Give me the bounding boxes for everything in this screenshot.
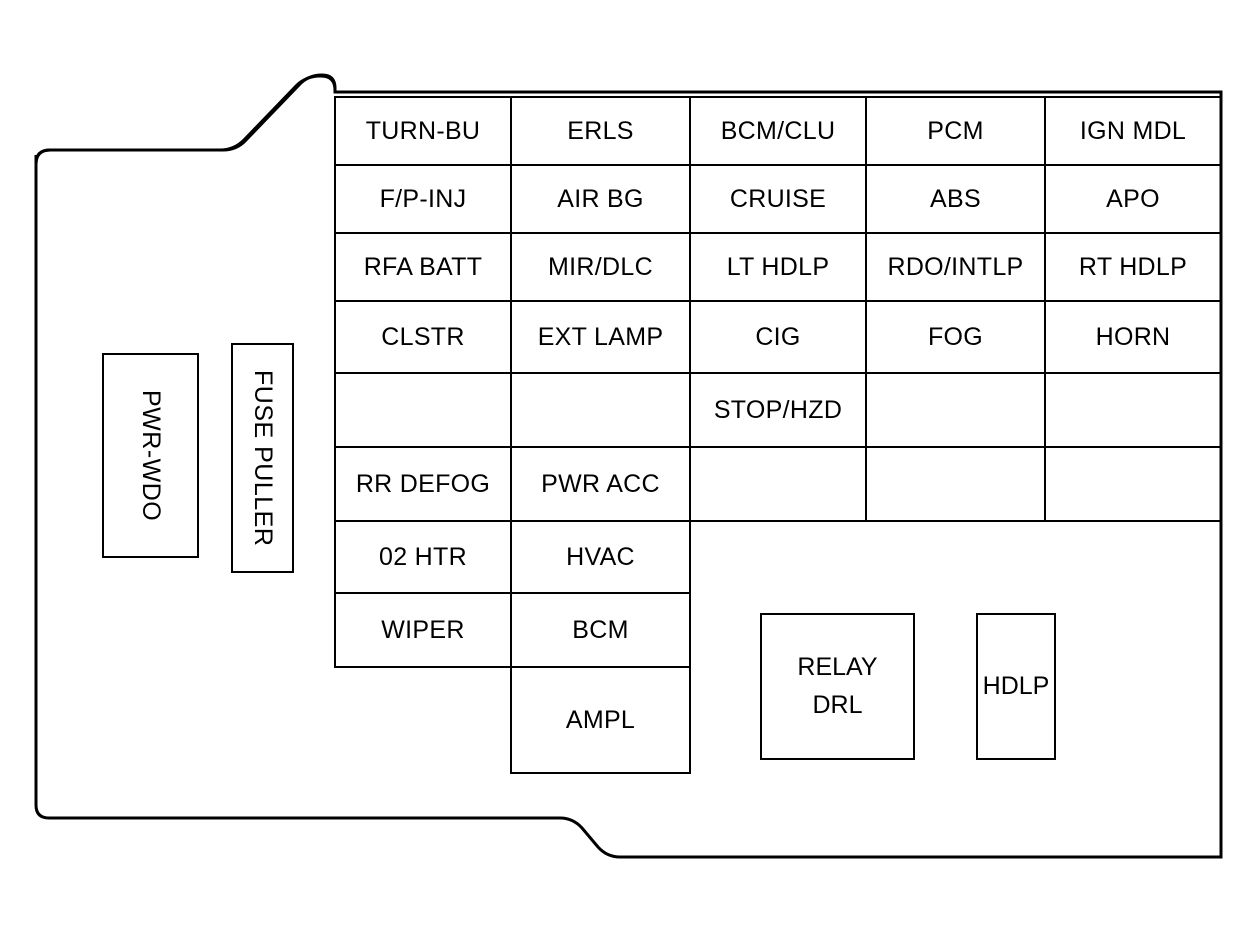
fuse-cell[interactable]: CIG	[689, 300, 867, 374]
fuse-cell[interactable]: HVAC	[510, 520, 691, 594]
hdlp-relay-box[interactable]	[976, 613, 1056, 760]
fuse-cell[interactable]: APO	[1044, 164, 1222, 234]
fuse-cell[interactable]: PCM	[865, 96, 1046, 166]
fuse-cell[interactable]: AIR BG	[510, 164, 691, 234]
fuse-cell[interactable]: RFA BATT	[334, 232, 512, 302]
fuse-cell-empty[interactable]	[865, 372, 1046, 448]
fuse-cell[interactable]: CLSTR	[334, 300, 512, 374]
label-fuse-puller-text: FUSE PULLER	[249, 369, 277, 547]
fuse-cell[interactable]: MIR/DLC	[510, 232, 691, 302]
fuse-cell[interactable]: RR DEFOG	[334, 446, 512, 522]
fuse-cell[interactable]: F/P-INJ	[334, 164, 512, 234]
fuse-cell[interactable]: AMPL	[510, 666, 691, 774]
fuse-cell[interactable]: RT HDLP	[1044, 232, 1222, 302]
fuse-cell[interactable]: 02 HTR	[334, 520, 512, 594]
fuse-cell[interactable]: STOP/HZD	[689, 372, 867, 448]
fuse-cell[interactable]: EXT LAMP	[510, 300, 691, 374]
label-fuse-puller	[231, 343, 294, 573]
label-pwr-wdo-text: PWR-WDO	[137, 389, 165, 522]
fuse-cell[interactable]: HORN	[1044, 300, 1222, 374]
relay-drl-line1: RELAY	[797, 653, 878, 681]
fuse-cell[interactable]: BCM/CLU	[689, 96, 867, 166]
fuse-cell[interactable]: CRUISE	[689, 164, 867, 234]
fuse-cell[interactable]: ABS	[865, 164, 1046, 234]
hdlp-relay-label: HDLP	[982, 671, 1050, 700]
fuse-cell-empty[interactable]	[689, 446, 867, 522]
fuse-cell[interactable]: BCM	[510, 592, 691, 668]
fuse-cell[interactable]: FOG	[865, 300, 1046, 374]
label-pwr-wdo	[102, 353, 199, 558]
relay-drl-line2: DRL	[812, 690, 863, 719]
fuse-cell[interactable]: ERLS	[510, 96, 691, 166]
fuse-cell[interactable]: PWR ACC	[510, 446, 691, 522]
fuse-cell-empty[interactable]	[1044, 372, 1222, 448]
fuse-cell-empty[interactable]	[334, 372, 512, 448]
relay-drl-box[interactable]	[760, 613, 915, 760]
fuse-cell-empty[interactable]	[1044, 446, 1222, 522]
fuse-cell[interactable]: IGN MDL	[1044, 96, 1222, 166]
fuse-cell[interactable]: LT HDLP	[689, 232, 867, 302]
fuse-cell-empty[interactable]	[865, 446, 1046, 522]
fuse-cell[interactable]: WIPER	[334, 592, 512, 668]
fuse-cell-empty[interactable]	[510, 372, 691, 448]
fuse-cell[interactable]: TURN-BU	[334, 96, 512, 166]
fuse-cell[interactable]: RDO/INTLP	[865, 232, 1046, 302]
